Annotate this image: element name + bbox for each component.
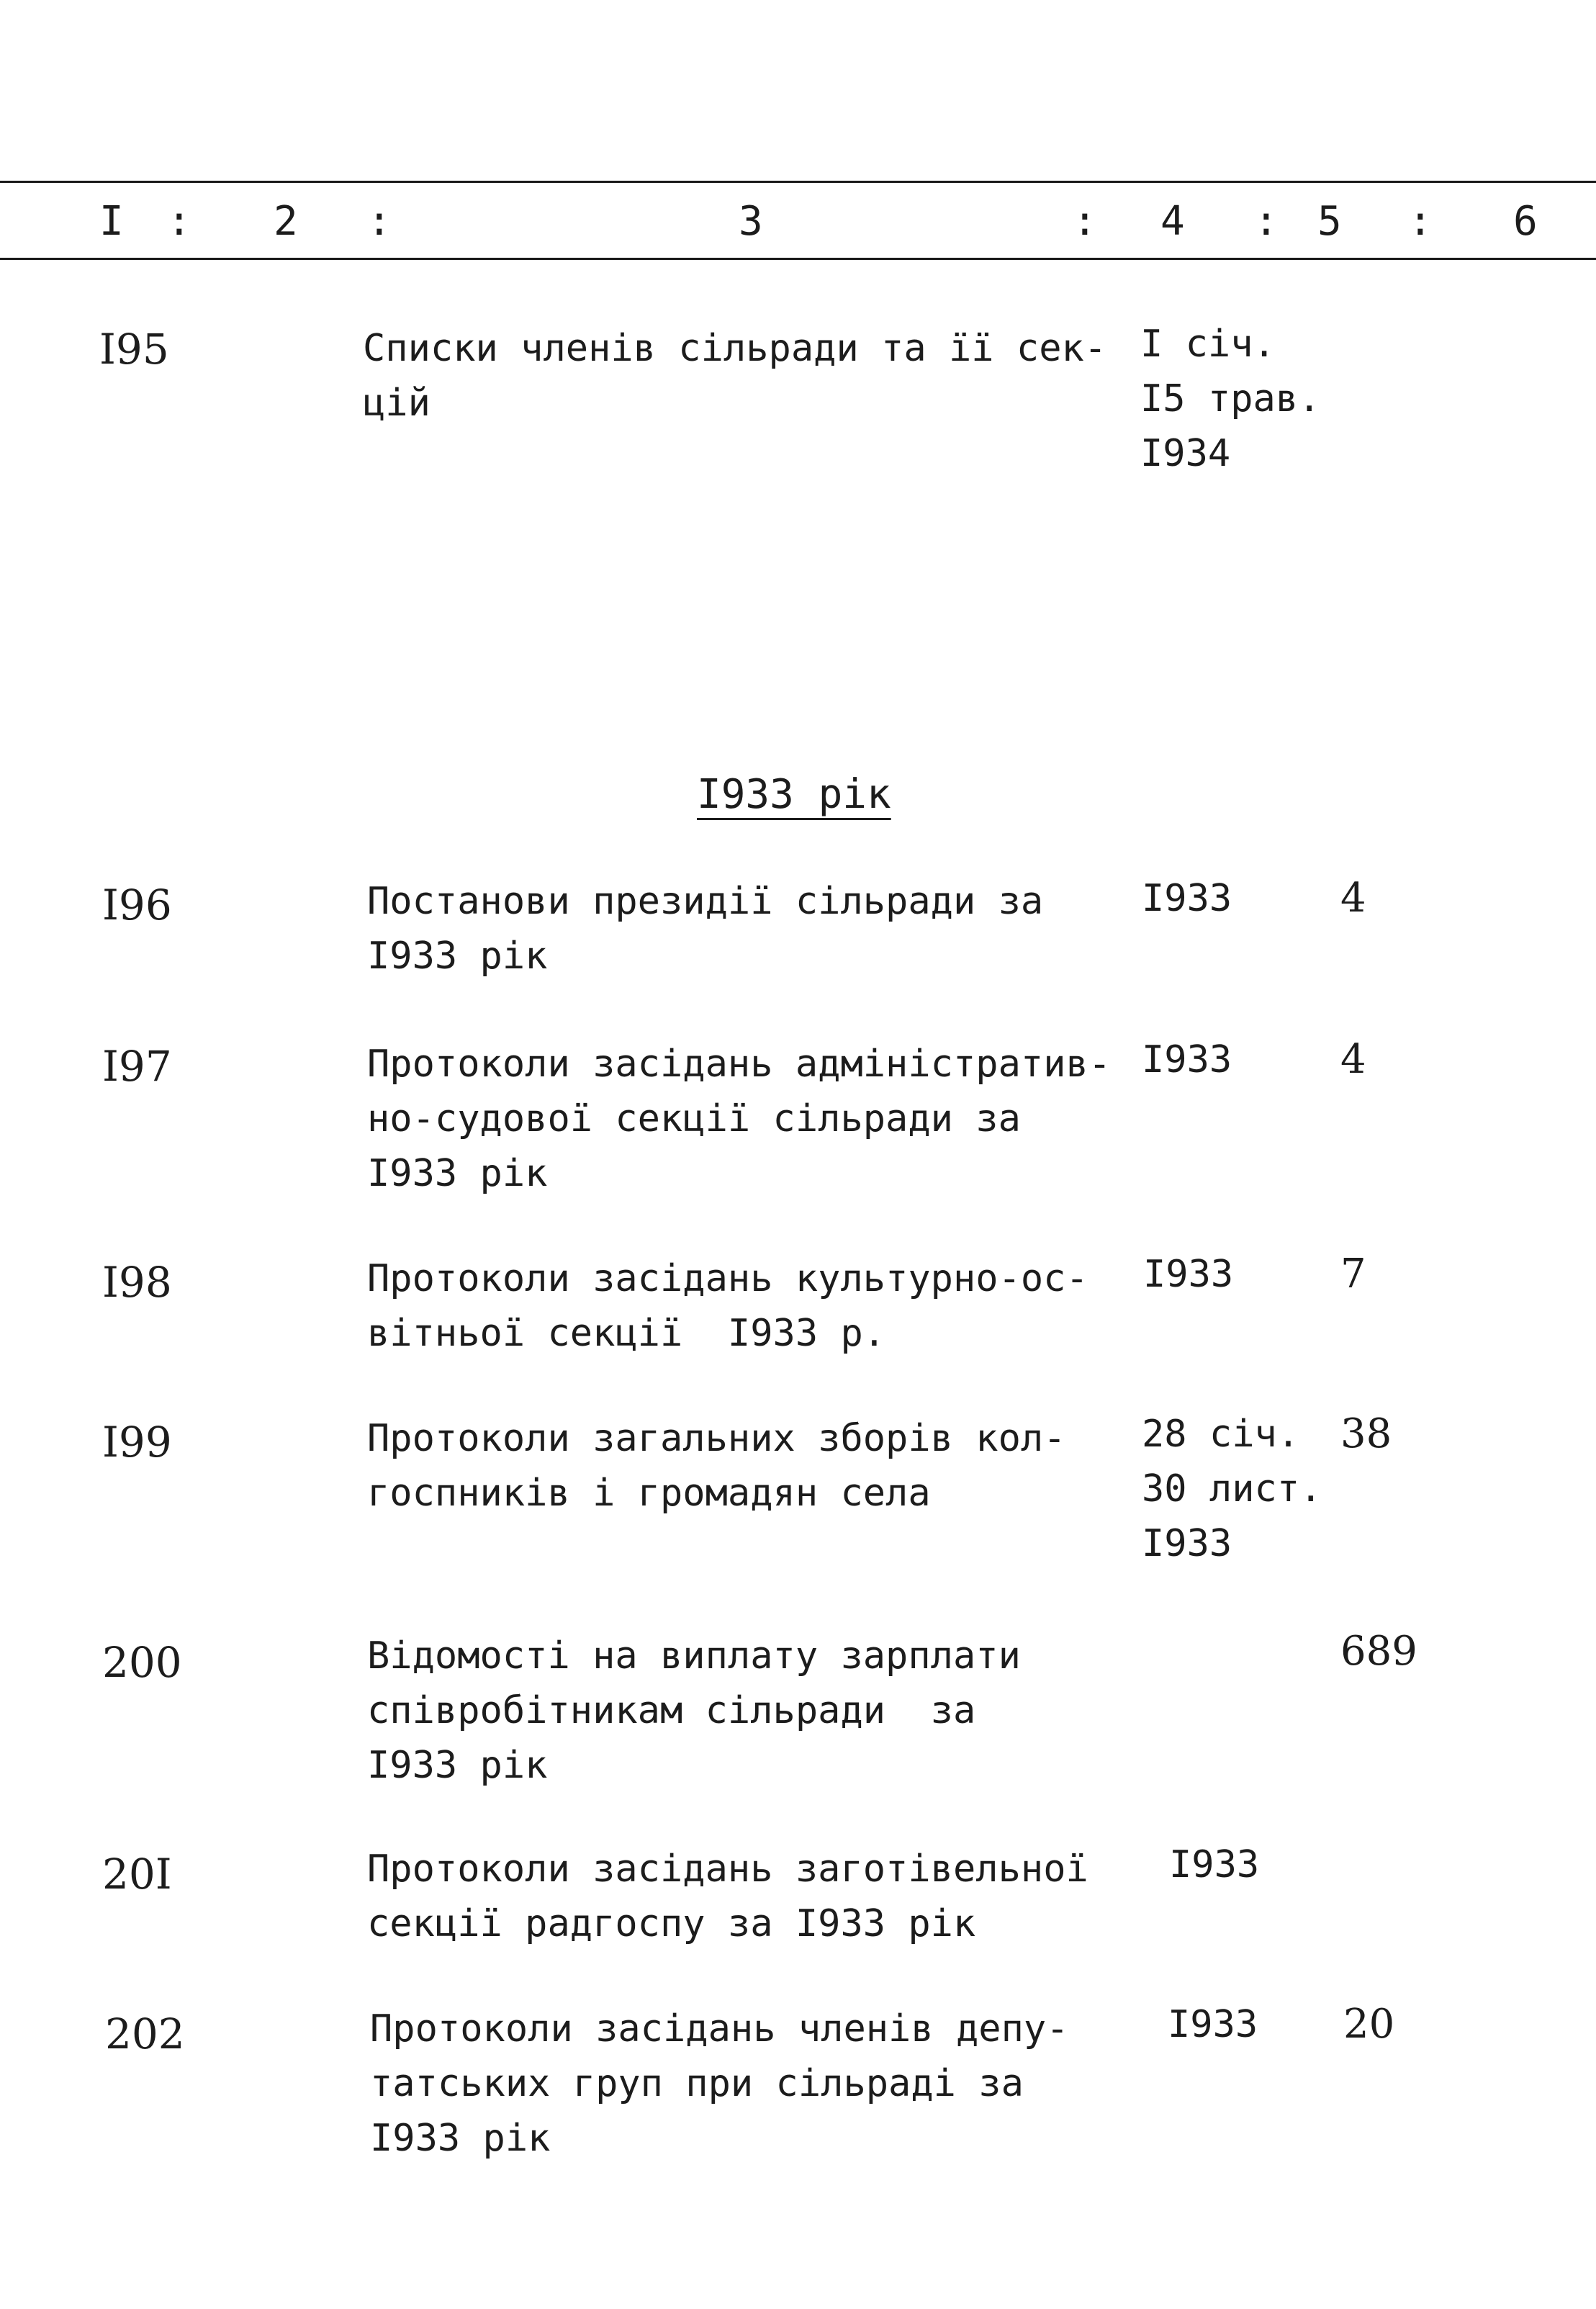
case-number: I96 bbox=[102, 881, 172, 930]
case-title: Протоколи засідань членів депу- татських груп при сільраді за I933 рік bbox=[370, 2007, 1069, 2160]
section-heading: I933 рік bbox=[697, 771, 891, 818]
column-separator: : bbox=[1254, 198, 1279, 245]
column-header-2: 2 bbox=[274, 198, 298, 245]
case-dates: I933 bbox=[1142, 1038, 1232, 1081]
column-header-1: I bbox=[99, 198, 124, 245]
column-separator: : bbox=[1408, 198, 1433, 245]
column-header-6: 6 bbox=[1513, 198, 1538, 245]
case-title: Постанови президії сільради за I933 рік bbox=[367, 880, 1044, 978]
case-number: I98 bbox=[102, 1258, 172, 1307]
case-title: Протоколи засідань адміністратив- но-судової секції сільради за I933 рік bbox=[367, 1043, 1112, 1195]
case-title: Протоколи засідань культурно-ос- вітньої секції I933 р. bbox=[367, 1257, 1088, 1355]
case-number: I97 bbox=[102, 1042, 172, 1091]
case-number: 20I bbox=[102, 1850, 172, 1899]
case-title: Протоколи засідань заготівельної секції радгоспу за I933 рік bbox=[367, 1847, 1088, 1945]
column-separator: : bbox=[367, 198, 392, 245]
header-top-rule bbox=[0, 181, 1596, 183]
case-number: 200 bbox=[102, 1638, 182, 1687]
column-separator: : bbox=[1073, 198, 1097, 245]
case-title: Списки членів сільради та її сек- цій bbox=[363, 327, 1107, 425]
column-header-4: 4 bbox=[1160, 198, 1185, 245]
column-header-3: 3 bbox=[739, 198, 763, 245]
case-dates: I933 bbox=[1142, 877, 1232, 920]
case-number: I95 bbox=[99, 325, 169, 374]
case-sheet-count: 7 bbox=[1340, 1251, 1366, 1297]
header-bottom-rule bbox=[0, 258, 1596, 260]
case-dates: I933 bbox=[1168, 2003, 1258, 2046]
case-sheet-count: 4 bbox=[1340, 875, 1366, 922]
case-sheet-count: 20 bbox=[1343, 2001, 1395, 2048]
case-sheet-count: 4 bbox=[1340, 1036, 1366, 1083]
case-dates: I933 bbox=[1169, 1843, 1260, 1886]
case-dates: 28 січ. 30 лист. I933 bbox=[1142, 1413, 1322, 1565]
case-number: I99 bbox=[102, 1418, 172, 1467]
case-dates: I січ. I5 трав. I934 bbox=[1140, 323, 1321, 475]
case-dates: I933 bbox=[1143, 1253, 1234, 1296]
case-sheet-count: 38 bbox=[1340, 1410, 1392, 1457]
case-number: 202 bbox=[105, 2009, 185, 2058]
case-sheet-count: 689 bbox=[1340, 1628, 1417, 1675]
case-title: Протоколи загальних зборів кол- госпників і громадян села bbox=[367, 1417, 1066, 1515]
column-separator: : bbox=[167, 198, 191, 245]
case-title: Відомості на виплату зарплати співробітникам сільради за I933 рік bbox=[367, 1634, 1021, 1787]
column-header-5: 5 bbox=[1317, 198, 1342, 245]
